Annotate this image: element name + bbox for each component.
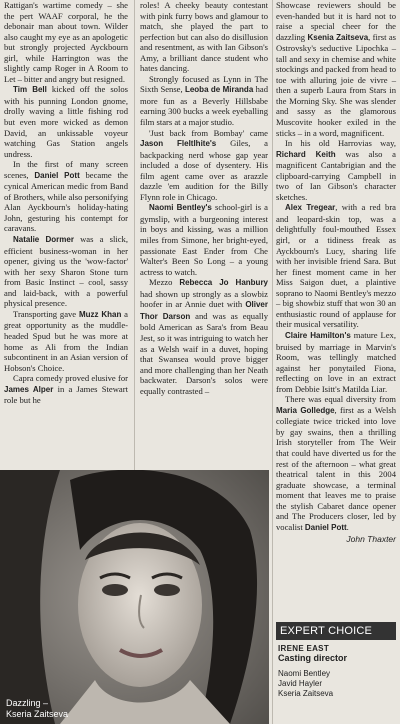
performer-name: Tim Bell — [13, 85, 47, 95]
performer-name: Alex Tregear — [285, 203, 336, 213]
paragraph-text: In his old Harrovias way, — [285, 138, 396, 149]
paragraph-text: Capra comedy proved elusive for — [13, 373, 128, 384]
paragraph-text: , first as Ostrovsky's seductive Lipochka – tall and sexy in chemise and white stockings and packed from head to toe with alluring joie de vivre – then a superb Laura from Stars in the Morning Sky. She was slender and sassy as the glamorous Muscovite hooker exiled in the sticks – in a word, magnificent. — [276, 31, 397, 138]
paragraph — [140, 202, 268, 277]
performer-name: Maria Golledge — [276, 405, 335, 415]
portrait-illustration — [0, 470, 269, 724]
article-column-1 — [4, 0, 128, 406]
performer-name: Ksenia Zaitseva — [307, 32, 369, 42]
expert-role: Casting director — [278, 653, 348, 663]
performer-name: James Alper — [4, 384, 54, 394]
portrait-photo — [0, 470, 269, 724]
paragraph-text: Transporting gave — [13, 308, 79, 319]
paragraph-text: Giles, a backpacking nerd whose gap year included a dose of dysentery. His film agent came over as arazzle dazzle 'em audition for the Billy Flynn role in Chicago. — [140, 138, 268, 202]
paragraph-text: became the cynical American medic from Band of Brothers, while also personifying Alan Ayckbourn's holiday-hating John, gesturing his contempt for caravans. — [4, 169, 128, 234]
nominee: Kseria Zaitseva — [278, 689, 334, 698]
paragraph-text: 'Just back from Bombay' came — [149, 127, 268, 138]
performer-name: Claire Hamilton's — [285, 330, 351, 340]
paragraph: Rattigan's wartime comedy – she the pert WAAF corporal, he the debonair man about town. Wilder also caught my eye as an apologetic but strongly projected Ayckbourn girl, while Harrington was the slightly camp Roger in A Room to Let – bitter and angry but resigned. — [4, 0, 128, 84]
paragraph-text: in a James Stewart role but he — [4, 383, 128, 406]
paragraph-text: was also a magnificent Cantabrigian and the clipboard-carrying Campbell in two of Ian Gibson's character sketches. — [276, 148, 396, 202]
article-column-3 — [276, 0, 396, 545]
paragraph — [4, 373, 128, 406]
paragraph — [276, 0, 396, 138]
paragraph-text: had more fun as a Beverly Hillsbabe earning 300 bucks a week eyeballing film stars at a major studio. — [140, 84, 268, 128]
column-divider — [272, 0, 273, 724]
paragraph — [140, 128, 268, 203]
expert-choice-heading: EXPERT CHOICE — [276, 622, 396, 640]
paragraph-text: , with a red bra and leopard-skin top, was a delightfully foul-mouthed Essex girl, or a tidiness freak as Ayckbourn's Lucy, sharing life with her invisible friend Sara. But her finest moment came in her Miss Saigon duet, a plaintive soprano to Naomi Bentley's mezzo – big showbiz stuff that won 30 an enthusiastic round of applause for their musical versatility. — [276, 202, 396, 330]
performer-name: Natalie Dormer — [13, 235, 74, 245]
performer-name: Muzz Khan — [78, 309, 122, 319]
paragraph — [276, 138, 396, 202]
expert-name: IRENE EAST — [278, 644, 330, 653]
paragraph — [4, 84, 128, 159]
paragraph-text: was a slick, efficient business-woman in her opener, giving us the 'wow-factor' with her sexy Sharon Stone turn from Basic Instinct – cool, sassy and laid-back, with a powerful physical presence. — [4, 234, 128, 309]
expert-choice-box — [276, 622, 396, 724]
paragraph-text: kicked off the solos with his punning London gnome, drolly waving a little fishing rod but even more wicked as demon David, an unkissable voyeur watching Gas Station angels undress. — [4, 84, 128, 159]
performer-name: Richard Keith — [276, 149, 336, 159]
performer-name: Leoba de Miranda — [184, 85, 254, 95]
caption-line: Dazzling – — [6, 698, 49, 708]
paragraph — [4, 234, 128, 309]
paragraph-text: a great opportunity as the muddle-headed Spud but he was more at home as Ali from the Indian subcontinent in an Asian version of Hobson's Choice. — [4, 308, 128, 373]
paragraph — [4, 159, 128, 234]
paragraph-text: . — [346, 521, 349, 532]
paragraph — [4, 309, 128, 373]
paragraph — [276, 202, 396, 330]
paragraph-text: There was equal diversity from — [285, 394, 396, 405]
paragraph-text: Mezzo — [149, 277, 180, 288]
paragraph-text: Showcase reviewers should be even-handed but it is hard not to raise a special cheer for the dazzling — [276, 0, 396, 42]
paragraph-text: Strongly focused as Lynn in The Sixth Sense, — [140, 73, 268, 95]
column-divider — [134, 0, 135, 470]
paragraph-text: , first as a Welsh collegiate twice tricked into love by gay swains, then a thrilling Irish storyteller from The Weir that could have diverted us for the rest of the afternoon – what great theatrical talent in this 2004 graduate showcase, a terminal moment that leaves me to praise the stylish Cabaret dance opener and The Producers closer, led by vocalist — [276, 404, 396, 532]
paragraph-text: In the first of many screen scenes, — [4, 159, 128, 180]
author-byline: John Thaxter — [346, 534, 396, 545]
nominee: Javid Hayler — [278, 679, 323, 688]
paragraph: roles! A cheeky beauty contestant with pink furry bows and glamour to match, she played the part to perfection but can also do disillusion and resentment, as with Ian Gibson's Amy, a brilliant dance student who hates dancing. — [140, 0, 268, 74]
paragraph-text: mature Lex, bruised by marriage in Marvin's Room, was tellingly matched against her ponytailed Fiona, reflecting on love in an extract from Debbie Isitt's Matilda Liar. — [276, 329, 396, 394]
paragraph — [140, 277, 268, 396]
caption-line: Kseria Zaitseva — [6, 709, 69, 719]
performer-name: Rebecca Jo Hanbury — [179, 278, 269, 288]
performer-name: Oliver Thor Darson — [140, 300, 268, 321]
paragraph — [140, 74, 268, 128]
nominee: Naomi Bentley — [278, 669, 331, 678]
paragraph-text: had shown up strongly as a slowbiz hoofer in ar Annie duet with — [140, 288, 268, 310]
performer-name: Jason Fleltlhite's — [140, 139, 217, 149]
paragraph-text: and was as equally bold American as Sara's from Beau Jest, so it was intriguing to watch her as a Welsh waif in a duvet, hoping that Swansea would prove bigger and more challenging than her Neath backwater. Darson's solos were equally contrasted – — [140, 310, 268, 396]
performer-name: Naomi Bentley's — [149, 203, 212, 213]
expert-choice-body — [276, 640, 396, 703]
paragraph — [276, 394, 396, 533]
paragraph-text: school-girl is a gymslip, with a burgeoning interest in boys and kissing, was a million miles from Simone, her bright-eyed, passionate East Ender from Che Walter's Been So Long – a young actress to watch. — [140, 202, 268, 277]
photo-caption — [6, 698, 68, 720]
performer-name: Daniel Pott — [304, 522, 347, 532]
article-column-2 — [140, 0, 268, 396]
performer-name: Daniel Pott — [34, 170, 80, 180]
paragraph — [276, 330, 396, 394]
